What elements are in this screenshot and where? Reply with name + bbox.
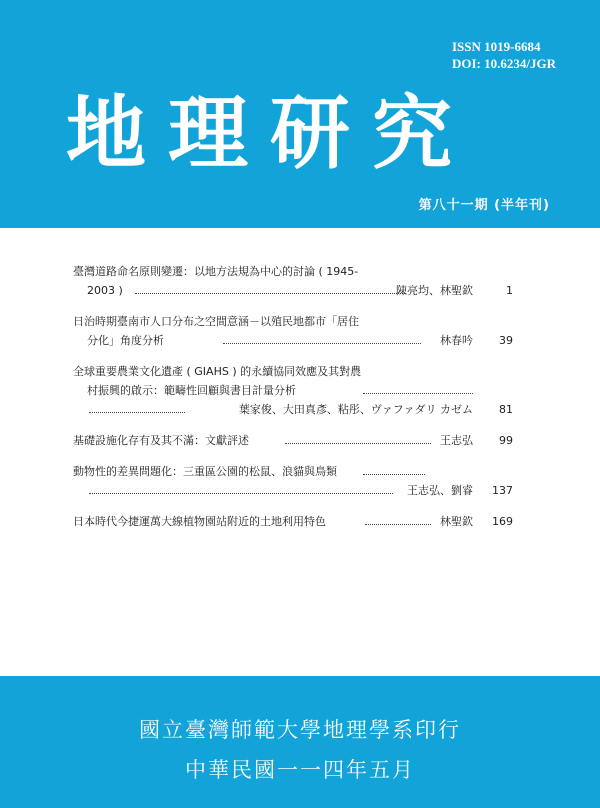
journal-title: 地理研究 [66, 86, 474, 180]
toc-entry-title: 分化」角度分析 [87, 334, 164, 347]
dot-leader [365, 524, 431, 525]
toc-entry-authors: 王志弘 [440, 434, 473, 447]
toc-entry[interactable] [73, 462, 525, 500]
toc-entry-title: 基礎設施化存有及其不滿：文獻評述 [73, 434, 249, 447]
publisher-name: 國立臺灣師範大學地理學系印行 [139, 718, 461, 742]
issn-number: ISSN 1019-6684 [452, 39, 541, 54]
dot-leader [223, 343, 421, 344]
toc-entry[interactable] [73, 512, 525, 531]
dot-leader [135, 293, 405, 294]
dot-leader [285, 443, 431, 444]
toc-entry-authors: 林春吟 [440, 334, 473, 347]
toc-entry-title: 2003 ) [87, 284, 123, 297]
toc-entry[interactable] [73, 362, 525, 419]
footer-band [0, 676, 600, 808]
toc-entry-page: 99 [499, 434, 513, 447]
toc-entry-page: 81 [499, 403, 513, 416]
toc-entry-title: 臺灣道路命名原則變遷：以地方法規為中心的討論 ( 1945- [73, 265, 359, 278]
toc-entry[interactable] [73, 312, 525, 350]
issn-block [452, 38, 556, 72]
table-of-contents [73, 262, 525, 543]
publication-date: 中華民國一一四年五月 [185, 758, 415, 782]
toc-entry-title: 全球重要農業文化遺產 ( GIAHS ) 的永續協同效應及其對農 [73, 365, 362, 378]
toc-entry-authors: 王志弘、劉睿 [407, 484, 473, 497]
toc-entry-title: 動物性的差異問題化：三重區公園的松鼠、浪貓與鳥類 [73, 465, 337, 478]
toc-entry-authors: 林聖欽 [440, 515, 473, 528]
toc-entry-page: 137 [492, 484, 513, 497]
toc-entry-title: 日本時代今捷運萬大線植物園站附近的土地利用特色 [73, 515, 326, 528]
toc-entry-authors: 葉家俊、大田真彥、粘彤、ヴァファダリ カゼム [238, 403, 473, 416]
toc-entry-page: 169 [492, 515, 513, 528]
header-band [0, 0, 600, 228]
dot-leader [363, 474, 425, 475]
toc-entry-page: 1 [506, 284, 513, 297]
toc-entry-page: 39 [499, 334, 513, 347]
toc-entry[interactable] [73, 262, 525, 300]
toc-entry-title: 村振興的啟示：範疇性回顧與書目計量分析 [87, 384, 296, 397]
dot-leader [89, 493, 393, 494]
dot-leader [363, 393, 473, 394]
toc-entry[interactable] [73, 431, 525, 450]
issue-label: 第八十一期 (半年刊) [418, 198, 550, 213]
dot-leader [89, 412, 185, 413]
toc-entry-authors: 陳亮均、林聖欽 [396, 284, 473, 297]
toc-entry-title: 日治時期臺南市人口分布之空間意涵－以殖民地都市「居住 [73, 315, 359, 328]
doi-prefix: DOI: 10.6234/JGR [452, 56, 556, 71]
